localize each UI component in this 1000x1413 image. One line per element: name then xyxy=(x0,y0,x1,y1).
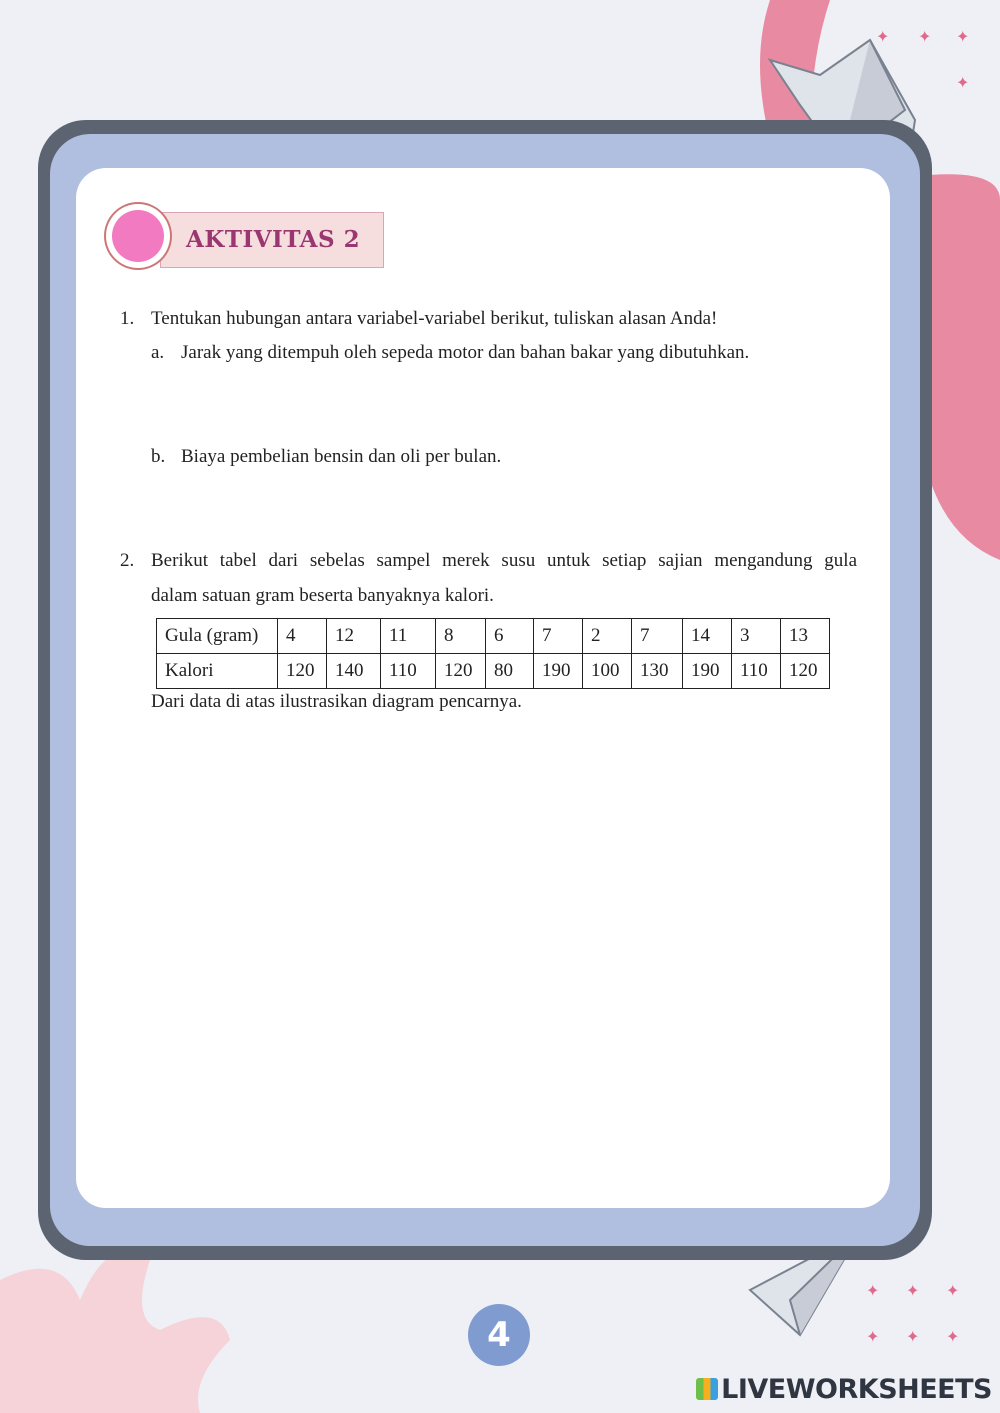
question-1b-text: Biaya pembelian bensin dan oli per bulan. xyxy=(181,446,502,467)
table-cell: 7 xyxy=(534,619,583,654)
table-cell: 13 xyxy=(781,619,830,654)
liveworksheets-brand[interactable] xyxy=(696,1374,992,1405)
svg-text:✦: ✦ xyxy=(866,1327,880,1346)
svg-text:✦: ✦ xyxy=(946,1327,960,1346)
question-1-number: 1. xyxy=(120,308,135,329)
table-row-label: Gula (gram) xyxy=(157,619,278,654)
page-number-badge: 4 xyxy=(468,1304,530,1366)
svg-text:✦: ✦ xyxy=(956,73,970,92)
table-cell: 110 xyxy=(732,654,781,689)
table-cell: 120 xyxy=(436,654,486,689)
question-2-line2: dalam satuan gram beserta banyaknya kalori. xyxy=(151,585,494,606)
table-cell: 80 xyxy=(486,654,534,689)
question-2-instruction: Dari data di atas ilustrasikan diagram pencarnya. xyxy=(151,691,522,712)
pink-flower-bottom-left xyxy=(0,1251,230,1413)
svg-text:✦: ✦ xyxy=(876,27,890,46)
activity-circle-icon xyxy=(112,210,164,262)
table-cell: 140 xyxy=(327,654,381,689)
question-1b-label: b. xyxy=(151,446,166,467)
table-cell: 14 xyxy=(683,619,732,654)
question-2-line1: Berikut tabel dari sebelas sampel merek susu untuk setiap sajian mengandung gula xyxy=(151,550,857,571)
question-1a-label: a. xyxy=(151,342,165,363)
activity-title: AKTIVITAS 2 xyxy=(186,226,361,253)
svg-text:✦: ✦ xyxy=(946,1281,960,1300)
table-cell: 8 xyxy=(436,619,486,654)
sugar-calorie-table xyxy=(156,618,830,689)
svg-text:✦: ✦ xyxy=(906,1327,920,1346)
table-row-label: Kalori xyxy=(157,654,278,689)
liveworksheets-logo-icon xyxy=(696,1378,718,1400)
svg-text:✦: ✦ xyxy=(918,27,932,46)
table-cell: 12 xyxy=(327,619,381,654)
table-row-sugar xyxy=(157,619,830,654)
table-cell: 100 xyxy=(583,654,632,689)
table-cell: 7 xyxy=(632,619,683,654)
table-cell: 2 xyxy=(583,619,632,654)
table-cell: 11 xyxy=(381,619,436,654)
question-2-number: 2. xyxy=(120,550,135,571)
svg-text:✦: ✦ xyxy=(956,27,970,46)
table-cell: 120 xyxy=(278,654,327,689)
pink-blob-right xyxy=(930,174,1000,560)
svg-text:✦: ✦ xyxy=(906,1281,920,1300)
svg-text:✦: ✦ xyxy=(866,1281,880,1300)
table-cell: 190 xyxy=(683,654,732,689)
table-cell: 190 xyxy=(534,654,583,689)
table-cell: 130 xyxy=(632,654,683,689)
table-cell: 120 xyxy=(781,654,830,689)
question-1a-text: Jarak yang ditempuh oleh sepeda motor dan bahan bakar yang dibutuhkan. xyxy=(181,342,750,363)
table-cell: 6 xyxy=(486,619,534,654)
table-cell: 3 xyxy=(732,619,781,654)
table-cell: 110 xyxy=(381,654,436,689)
brand-text: LIVEWORKSHEETS xyxy=(721,1374,992,1405)
table-cell: 4 xyxy=(278,619,327,654)
question-1-text: Tentukan hubungan antara variabel-variabel berikut, tuliskan alasan Anda! xyxy=(151,308,718,329)
